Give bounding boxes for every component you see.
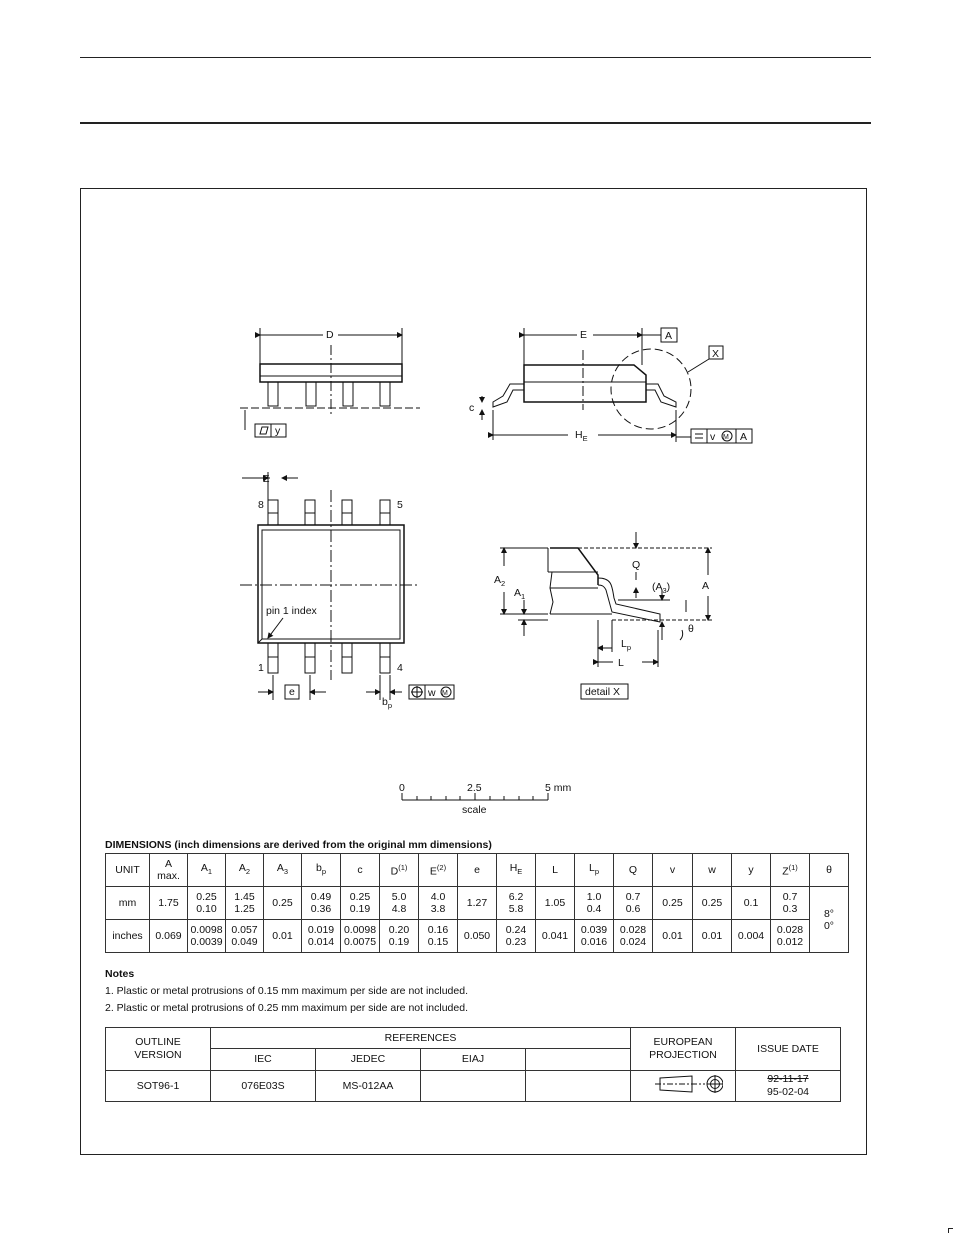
dim-value-cell bbox=[575, 887, 614, 920]
label-A-box: A bbox=[665, 330, 673, 342]
dim-value: 0.012 bbox=[776, 936, 804, 948]
dim-header-symbol: c bbox=[357, 864, 363, 876]
dim-unit-cell: mm bbox=[106, 887, 150, 920]
top-view bbox=[240, 472, 454, 700]
dim-header-cell bbox=[536, 854, 575, 887]
label-e: e bbox=[289, 686, 295, 698]
scale-bar bbox=[402, 793, 548, 800]
dim-header-symbol: b bbox=[315, 861, 322, 874]
label-pin8: 8 bbox=[258, 499, 264, 511]
label-A: A bbox=[702, 580, 710, 592]
detail-x bbox=[500, 532, 712, 699]
dim-value: 0.16 bbox=[427, 924, 449, 936]
dim-value: 0.3 bbox=[782, 903, 798, 915]
dim-value: 4.0 bbox=[430, 891, 446, 903]
dim-value-cell bbox=[693, 887, 732, 920]
label-pin4: 4 bbox=[397, 662, 403, 674]
label-M-mmc-2: M bbox=[442, 690, 448, 697]
dim-value: 0.25 bbox=[196, 891, 217, 903]
dim-value: 0.016 bbox=[580, 936, 608, 948]
label-w: w bbox=[428, 687, 436, 699]
dim-value-cell bbox=[653, 887, 693, 920]
dim-value-cell bbox=[536, 887, 575, 920]
label-pin5: 5 bbox=[397, 499, 403, 511]
dim-value: 0.25 bbox=[349, 891, 371, 903]
dim-theta-value: 0° bbox=[823, 919, 835, 932]
blank-header bbox=[526, 1049, 631, 1071]
dim-value: 0.20 bbox=[388, 924, 410, 936]
dim-value: 0.019 bbox=[307, 924, 335, 936]
jedec-header: JEDEC bbox=[316, 1049, 421, 1071]
dim-value-cell bbox=[732, 920, 771, 953]
label-M-mmc: M bbox=[723, 434, 729, 441]
dim-header-cell bbox=[497, 854, 536, 887]
dim-value-cell bbox=[732, 887, 771, 920]
dim-header-cell bbox=[653, 854, 693, 887]
dim-value: 0.069 bbox=[155, 930, 182, 942]
dim-value-cell bbox=[341, 920, 380, 953]
dim-value: 0.24 bbox=[505, 924, 527, 936]
label-HE: $H_E$ bbox=[575, 429, 588, 443]
dim-header-cell bbox=[458, 854, 497, 887]
label-A-ref: A bbox=[740, 431, 748, 443]
dim-value: 0.36 bbox=[310, 903, 332, 915]
outline-version-header: OUTLINE VERSION bbox=[106, 1028, 211, 1071]
dim-value-cell bbox=[419, 920, 458, 953]
outline-table bbox=[105, 1027, 841, 1102]
label-Q: Q bbox=[632, 559, 641, 571]
label-bp: $b_p$ bbox=[382, 696, 393, 710]
dim-value: 0.028 bbox=[619, 924, 647, 936]
note-1: 1. Plastic or metal protrusions of 0.15 mm maximum per side are not included. bbox=[105, 985, 468, 997]
dim-header-symbol: Q bbox=[628, 864, 638, 876]
dimensions-title: DIMENSIONS (inch dimensions are derived from the original mm dimensions) bbox=[105, 839, 492, 851]
dim-value: 6.2 bbox=[508, 891, 524, 903]
dim-value: 1.0 bbox=[586, 891, 602, 903]
dim-header-symbol: y bbox=[748, 864, 754, 876]
issue-date-value bbox=[736, 1071, 841, 1102]
dim-header-symbol: A bbox=[238, 861, 246, 874]
dim-header-cell bbox=[693, 854, 732, 887]
dim-value: 0.004 bbox=[737, 930, 765, 942]
dim-value-cell bbox=[341, 887, 380, 920]
dim-header-symbol: A bbox=[200, 861, 208, 874]
dim-value: 0.01 bbox=[662, 930, 683, 942]
dim-header-subscript: 1 bbox=[207, 867, 213, 877]
dim-value: 5.8 bbox=[508, 903, 524, 915]
dim-header-cell bbox=[771, 854, 810, 887]
dim-value-cell bbox=[226, 887, 264, 920]
label-c: c bbox=[469, 402, 475, 414]
dim-value: 0.01 bbox=[701, 930, 723, 942]
dim-value: 0.10 bbox=[196, 903, 217, 915]
dim-value: 0.0098 bbox=[343, 924, 377, 936]
label-pin1-index: pin 1 index bbox=[266, 605, 317, 617]
issue-date-new: 95-02-04 bbox=[766, 1086, 810, 1098]
dim-value-cell bbox=[188, 887, 226, 920]
dim-header-cell bbox=[150, 854, 188, 887]
outline-version-value: SOT96-1 bbox=[106, 1071, 211, 1102]
dim-value-cell bbox=[771, 887, 810, 920]
iec-header: IEC bbox=[211, 1049, 316, 1071]
dim-header-subscript: 2 bbox=[245, 867, 251, 877]
dim-value: 0.19 bbox=[388, 936, 410, 948]
dim-value-cell bbox=[614, 920, 653, 953]
blank-value bbox=[526, 1071, 631, 1102]
label-y: y bbox=[275, 425, 281, 437]
dim-header-subscript: E bbox=[517, 867, 523, 877]
dim-value: 0.1 bbox=[743, 897, 759, 909]
dim-header-subscript: p bbox=[321, 867, 326, 877]
dim-value: 1.27 bbox=[466, 897, 488, 909]
dim-header-symbol: UNIT bbox=[115, 864, 140, 876]
dim-value: 0.25 bbox=[662, 897, 683, 909]
dim-value: 1.45 bbox=[234, 891, 255, 903]
jedec-value: MS-012AA bbox=[316, 1071, 421, 1102]
dim-value: 0.7 bbox=[625, 891, 641, 903]
dim-header-symbol: Z bbox=[782, 865, 789, 878]
dim-value: 0.049 bbox=[231, 936, 258, 948]
dim-value: 1.25 bbox=[234, 903, 255, 915]
dim-value: 0.014 bbox=[307, 936, 335, 948]
dimensions-header-row bbox=[106, 854, 849, 887]
dim-header-symbol: θ bbox=[826, 864, 832, 876]
dim-theta-cell bbox=[810, 887, 849, 953]
dim-header-cell bbox=[188, 854, 226, 887]
issue-date-header: ISSUE DATE bbox=[736, 1028, 841, 1071]
dim-header-symbol: E bbox=[429, 865, 437, 878]
scale-label: scale bbox=[462, 804, 487, 816]
label-Lp: $L_p$ bbox=[621, 638, 632, 652]
dim-header-symbol: L bbox=[588, 861, 595, 874]
label-v: v bbox=[710, 431, 716, 443]
dim-value-cell bbox=[380, 887, 419, 920]
projection-icon bbox=[643, 1071, 723, 1097]
dim-value-cell bbox=[536, 920, 575, 953]
page-corner-mark bbox=[948, 1228, 953, 1233]
dim-header-subscript: p bbox=[594, 867, 599, 877]
dim-value-cell bbox=[771, 920, 810, 953]
dim-header-cell bbox=[341, 854, 380, 887]
label-A1: $A_1$ bbox=[514, 587, 526, 601]
dim-value: 0.15 bbox=[427, 936, 449, 948]
dim-header-cell bbox=[575, 854, 614, 887]
dim-value: 3.8 bbox=[430, 903, 446, 915]
scale-tick-2-5: 2.5 bbox=[467, 782, 482, 794]
dimensions-row-inches bbox=[106, 920, 849, 953]
dim-value-cell bbox=[614, 887, 653, 920]
dim-value-cell bbox=[226, 920, 264, 953]
dim-value-cell bbox=[458, 920, 497, 953]
dim-header-cell bbox=[810, 854, 849, 887]
dim-value: 0.01 bbox=[272, 930, 293, 942]
scale-tick-5mm: 5 mm bbox=[545, 782, 572, 794]
note-2: 2. Plastic or metal protrusions of 0.25 mm maximum per side are not included. bbox=[105, 1002, 468, 1014]
label-detail-x: detail X bbox=[585, 686, 621, 698]
dimensions-row-mm bbox=[106, 887, 849, 920]
dim-header-cell bbox=[732, 854, 771, 887]
dimensions-table bbox=[105, 853, 849, 953]
dim-value-cell bbox=[653, 920, 693, 953]
dim-value: 0.0098 bbox=[190, 924, 223, 936]
dim-header-cell bbox=[614, 854, 653, 887]
dim-header-cell bbox=[264, 854, 302, 887]
eiaj-header: EIAJ bbox=[421, 1049, 526, 1071]
dim-value: 0.050 bbox=[463, 930, 491, 942]
dim-header-cell bbox=[302, 854, 341, 887]
scale-tick-0: 0 bbox=[399, 782, 405, 794]
dim-value: 0.057 bbox=[231, 924, 258, 936]
label-A3: $(A_3)$ bbox=[652, 581, 671, 595]
dim-header-symbol: A bbox=[276, 861, 284, 874]
dim-value-cell bbox=[497, 920, 536, 953]
label-Z: Z bbox=[263, 473, 270, 485]
dim-value-cell bbox=[419, 887, 458, 920]
dim-header-superscript: (1) bbox=[788, 863, 798, 873]
dim-value-cell bbox=[458, 887, 497, 920]
dim-value-cell bbox=[302, 920, 341, 953]
label-E: E bbox=[580, 329, 588, 341]
notes bbox=[105, 966, 468, 1017]
dim-header-symbol: A bbox=[164, 858, 172, 870]
dim-header-subscript: 3 bbox=[283, 867, 289, 877]
dim-header-symbol: e bbox=[474, 864, 480, 876]
label-D: D bbox=[326, 329, 334, 341]
dim-value: 5.0 bbox=[391, 891, 407, 903]
dim-value: 0.25 bbox=[272, 897, 293, 909]
dim-value-cell bbox=[150, 887, 188, 920]
eiaj-value bbox=[421, 1071, 526, 1102]
label-A2: $A_2$ bbox=[494, 574, 506, 588]
dim-header-line2: max. bbox=[157, 870, 180, 882]
dim-value: 0.0039 bbox=[190, 936, 223, 948]
dim-header-superscript: (2) bbox=[436, 863, 447, 873]
end-view bbox=[482, 328, 752, 443]
dim-value-cell bbox=[302, 887, 341, 920]
european-projection-header: EUROPEAN PROJECTION bbox=[631, 1028, 736, 1071]
dim-value-cell bbox=[497, 887, 536, 920]
dim-value: 0.0075 bbox=[343, 936, 377, 948]
dim-value: 0.041 bbox=[541, 930, 569, 942]
dim-value: 0.024 bbox=[619, 936, 647, 948]
dim-header-symbol: H bbox=[509, 861, 518, 874]
dim-value: 0.23 bbox=[505, 936, 527, 948]
notes-title: Notes bbox=[105, 968, 135, 980]
dim-header-cell bbox=[226, 854, 264, 887]
projection-symbol bbox=[631, 1071, 736, 1102]
dim-value: 4.8 bbox=[391, 903, 407, 915]
dim-header-symbol: L bbox=[552, 864, 558, 876]
dim-value: 0.49 bbox=[310, 891, 332, 903]
dim-theta-value: 8° bbox=[823, 907, 835, 920]
label-L: L bbox=[618, 657, 624, 669]
label-pin1: 1 bbox=[258, 662, 264, 674]
dim-header-cell bbox=[419, 854, 458, 887]
issue-date-old: 92-11-17 bbox=[767, 1073, 809, 1085]
dim-value-cell bbox=[188, 920, 226, 953]
dim-header-symbol: w bbox=[708, 864, 716, 876]
dim-header-superscript: (1) bbox=[398, 863, 408, 873]
dim-value: 0.7 bbox=[782, 891, 798, 903]
dim-value-cell bbox=[693, 920, 732, 953]
side-view bbox=[240, 328, 420, 437]
label-theta: θ bbox=[688, 623, 694, 635]
dim-value: 0.4 bbox=[586, 903, 602, 915]
dim-header-cell bbox=[380, 854, 419, 887]
dim-header-symbol: D bbox=[390, 865, 399, 878]
iec-value: 076E03S bbox=[211, 1071, 316, 1102]
dim-value: 0.19 bbox=[349, 903, 371, 915]
dim-value-cell bbox=[150, 920, 188, 953]
dim-value: 0.25 bbox=[701, 897, 723, 909]
dim-value-cell bbox=[380, 920, 419, 953]
label-X-box: X bbox=[712, 348, 720, 360]
dim-value: 1.05 bbox=[544, 897, 566, 909]
dim-value-cell bbox=[264, 887, 302, 920]
dim-value-cell bbox=[575, 920, 614, 953]
dim-value: 0.028 bbox=[776, 924, 804, 936]
dim-header-cell bbox=[106, 854, 150, 887]
references-header: REFERENCES bbox=[211, 1028, 631, 1049]
dim-value-cell bbox=[264, 920, 302, 953]
dim-unit-cell: inches bbox=[106, 920, 150, 953]
dim-header-symbol: v bbox=[669, 864, 676, 876]
dim-value: 0.6 bbox=[625, 903, 641, 915]
dim-value: 1.75 bbox=[158, 897, 179, 909]
dim-value: 0.039 bbox=[580, 924, 608, 936]
